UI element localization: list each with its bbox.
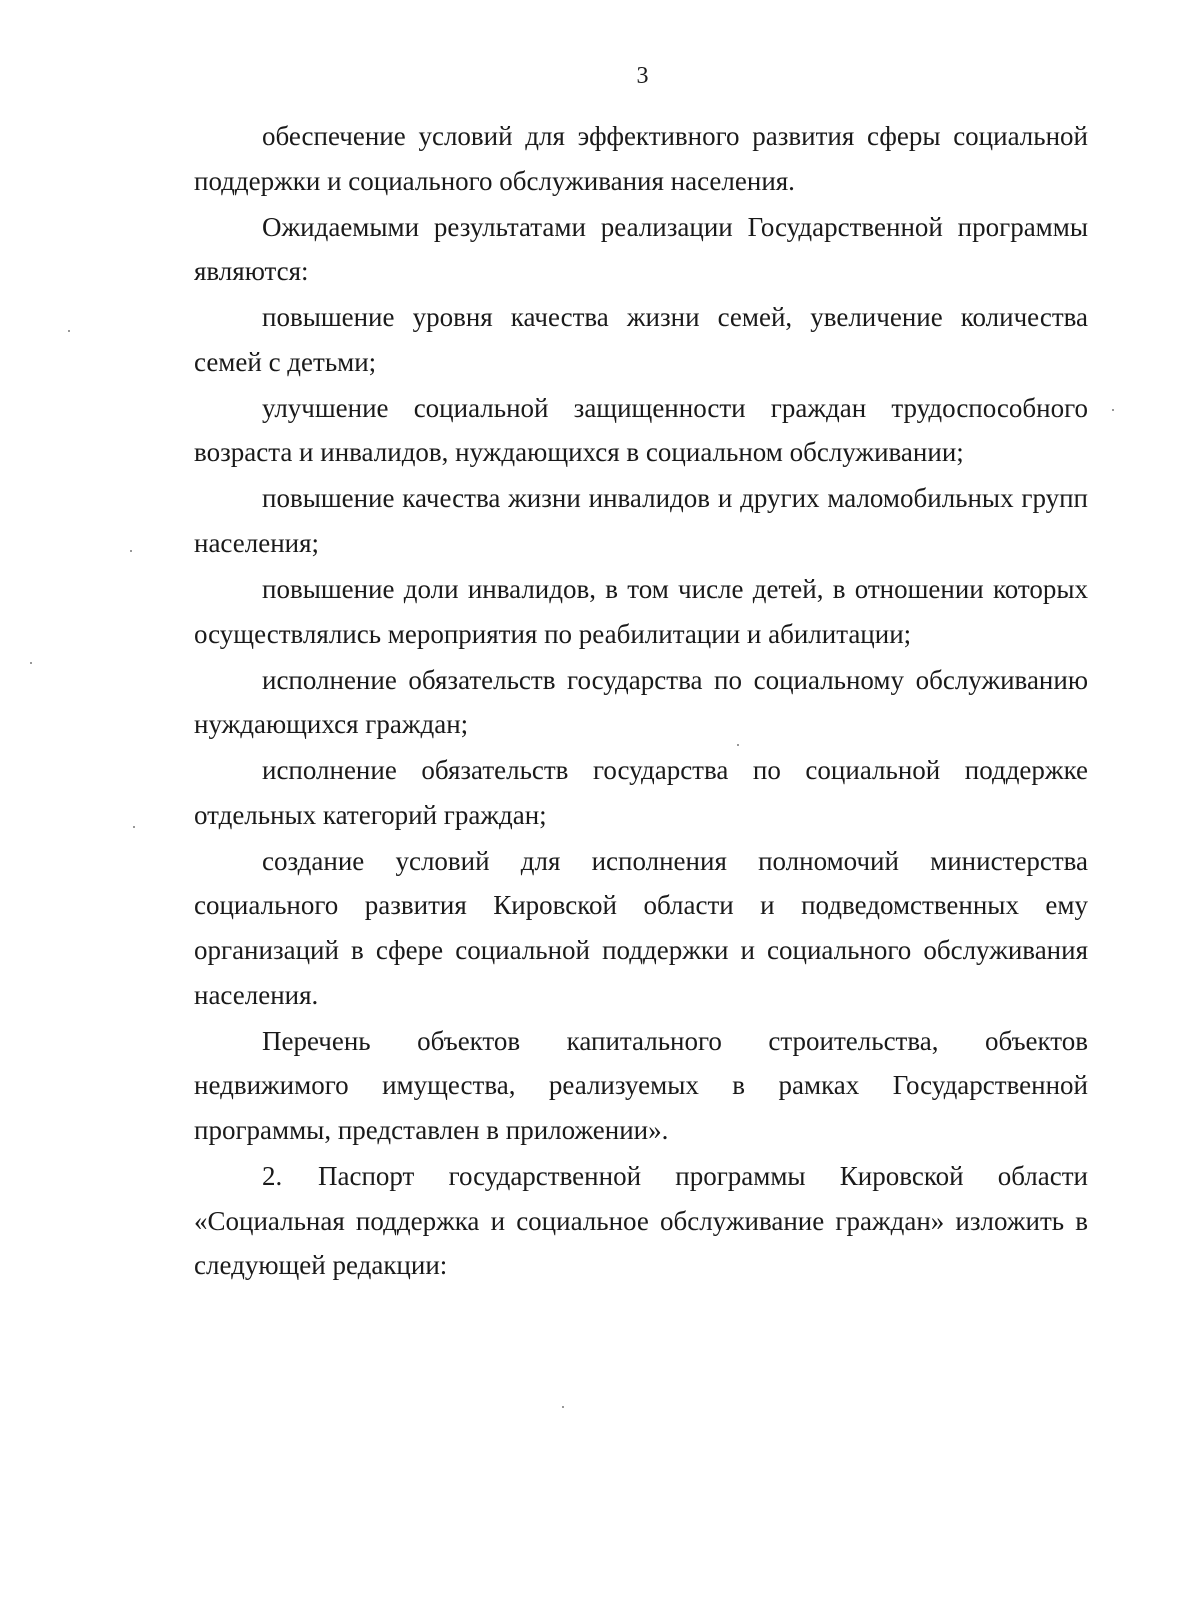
scan-speck (130, 550, 132, 552)
scan-speck (68, 330, 70, 332)
item-number: 2. (262, 1161, 283, 1192)
paragraph-expected-results: Ожидаемыми результатами реализации Государственной программы являются: (194, 211, 1088, 287)
paragraph-goal: обеспечение условий для эффективного развития сферы социальной поддержки и социального обслуживания населения. (194, 121, 1088, 196)
document-body (194, 114, 1088, 1288)
paragraph-result-service: исполнение обязательств государства по социальному обслуживанию нуждающихся граждан; (194, 664, 1088, 740)
paragraph-result-support: исполнение обязательств государства по социальной поддержке отдельных категорий граждан; (194, 755, 1088, 830)
paragraph-construction-list: Перечень объектов капитального строительства, объектов недвижимого имущества, реализуемых в рамках Государственной программы, представлен в приложении». (194, 1025, 1088, 1146)
page-number: 3 (636, 63, 649, 89)
scan-speck (737, 744, 739, 746)
numbered-item-2 (194, 1154, 1088, 1288)
scan-speck (1112, 409, 1114, 411)
paragraph-result-conditions: создание условий для исполнения полномочий министерства социального развития Кировской области и подведомственных ему организаций в сфере социальной поддержки и социального обслуживания населения. (194, 845, 1088, 1010)
paragraph-result-disabled: повышение качества жизни инвалидов и других маломобильных групп населения; (194, 483, 1088, 559)
scan-speck (133, 826, 135, 828)
paragraph-result-families: повышение уровня качества жизни семей, увеличение количества семей с детьми; (194, 302, 1088, 377)
scan-speck (562, 1406, 564, 1408)
paragraph-result-rehabilitation: повышение доли инвалидов, в том числе детей, в отношении которых осуществлялись мероприятия по реабилитации и абилитации; (194, 573, 1088, 649)
paragraph-result-protection: улучшение социальной защищенности граждан трудоспособного возраста и инвалидов, нуждающихся в социальном обслуживании; (194, 392, 1088, 468)
scan-speck (30, 662, 32, 664)
item-text: Паспорт государственной программы Кировской области «Социальная поддержка и социальное обслуживание граждан» изложить в следующей редакции: (194, 1161, 1088, 1281)
